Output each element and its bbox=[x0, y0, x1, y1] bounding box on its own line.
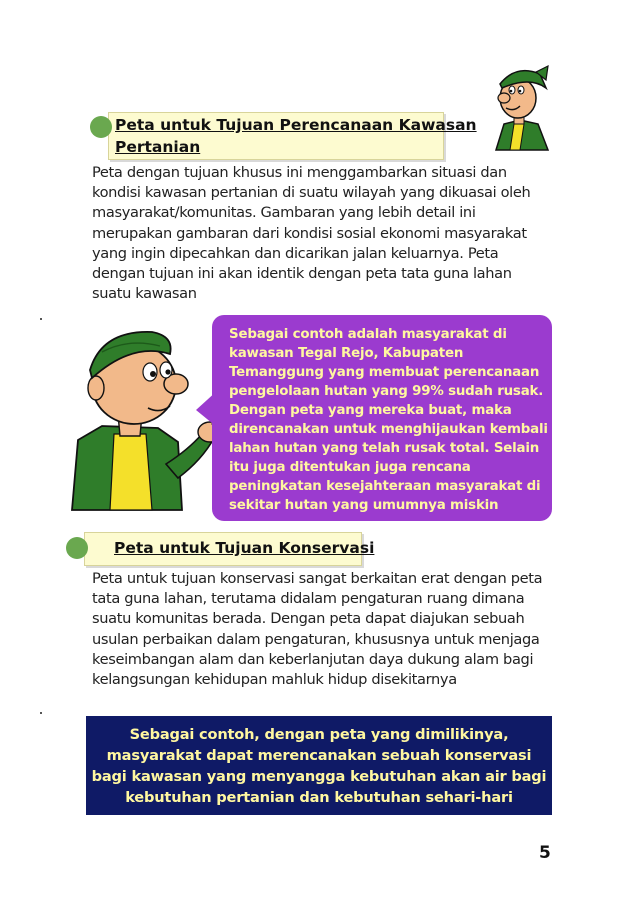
callout-line: Sebagai contoh, dengan peta yang dimilikinya, bbox=[129, 726, 509, 743]
bubble-line: pengelolaan hutan yang 99% sudah rusak. bbox=[229, 384, 544, 399]
page-number: 5 bbox=[539, 843, 551, 863]
section2-paragraph bbox=[92, 569, 542, 690]
section1-heading-line: Pertanian bbox=[115, 138, 201, 156]
callout-line: masyarakat dapat merencanakan sebuah konservasi bbox=[106, 747, 532, 764]
bullet-dot-icon bbox=[90, 116, 112, 138]
paragraph-line: yang ingin dipecahkan dan dicarikan jalan keluarnya. Peta bbox=[92, 244, 499, 262]
section2-heading: Peta untuk Tujuan Konservasi bbox=[114, 539, 375, 557]
bullet-dot-icon bbox=[66, 537, 88, 559]
bubble-line: kawasan Tegal Rejo, Kabupaten bbox=[229, 346, 464, 361]
bubble-line: peningkatan kesejahteraan masyarakat di bbox=[229, 479, 541, 494]
paragraph-line: kondisi kawasan pertanian di suatu wilayah yang dikuasai oleh bbox=[92, 184, 531, 202]
paragraph-line: tata guna lahan, terutama didalam pengaturan ruang dimana bbox=[92, 590, 525, 608]
bubble-line: Temanggung yang membuat perencanaan bbox=[229, 365, 540, 380]
speech-bubble-text bbox=[229, 325, 548, 515]
section1-heading-line: Peta untuk Tujuan Perencanaan Kawasan bbox=[115, 116, 477, 134]
bubble-line: direncanakan untuk menghijaukan kembali bbox=[229, 422, 548, 437]
bubble-line: Dengan peta yang mereka buat, maka bbox=[229, 403, 512, 418]
paragraph-line: masyarakat/komunitas. Gambaran yang lebih detail ini bbox=[92, 204, 476, 222]
bubble-line: itu juga ditentukan juga rencana bbox=[229, 460, 471, 475]
callout-line: kebutuhan pertanian dan kebutuhan sehari-hari bbox=[125, 789, 513, 806]
cartoon-farmer-head-icon bbox=[490, 62, 552, 152]
bubble-line: lahan hutan yang telah rusak total. Selain bbox=[229, 441, 540, 456]
paragraph-line: kelangsungan kehidupan mahluk hidup disekitarnya bbox=[92, 671, 457, 689]
paragraph-line: dengan tujuan ini akan identik dengan peta tata guna lahan bbox=[92, 265, 512, 283]
section1-paragraph bbox=[92, 163, 530, 304]
paragraph-line: merupakan gambaran dari kondisi sosial ekonomi masyarakat bbox=[92, 224, 527, 242]
section1-heading bbox=[115, 114, 477, 158]
bubble-line: Sebagai contoh adalah masyarakat di bbox=[229, 327, 507, 342]
callout-text bbox=[86, 724, 552, 808]
paragraph-line: suatu kawasan bbox=[92, 285, 197, 303]
paragraph-line: usulan perbaikan dalam pengaturan, khususnya untuk menjaga bbox=[92, 630, 540, 648]
bubble-line: sekitar hutan yang umumnya miskin bbox=[229, 498, 499, 513]
paragraph-line: suatu komunitas berada. Dengan peta dapat diajukan sebuah bbox=[92, 610, 525, 628]
paragraph-line: Peta untuk tujuan konservasi sangat berkaitan erat dengan peta bbox=[92, 570, 543, 587]
paragraph-line: keseimbangan alam dan keberlanjutan daya dukung alam bagi bbox=[92, 650, 534, 668]
margin-dot bbox=[40, 712, 42, 714]
paragraph-line: Peta dengan tujuan khusus ini menggambarkan situasi dan bbox=[92, 164, 507, 181]
margin-dot bbox=[40, 318, 42, 320]
callout-line: bagi kawasan yang menyangga kebutuhan akan air bagi bbox=[91, 768, 547, 785]
